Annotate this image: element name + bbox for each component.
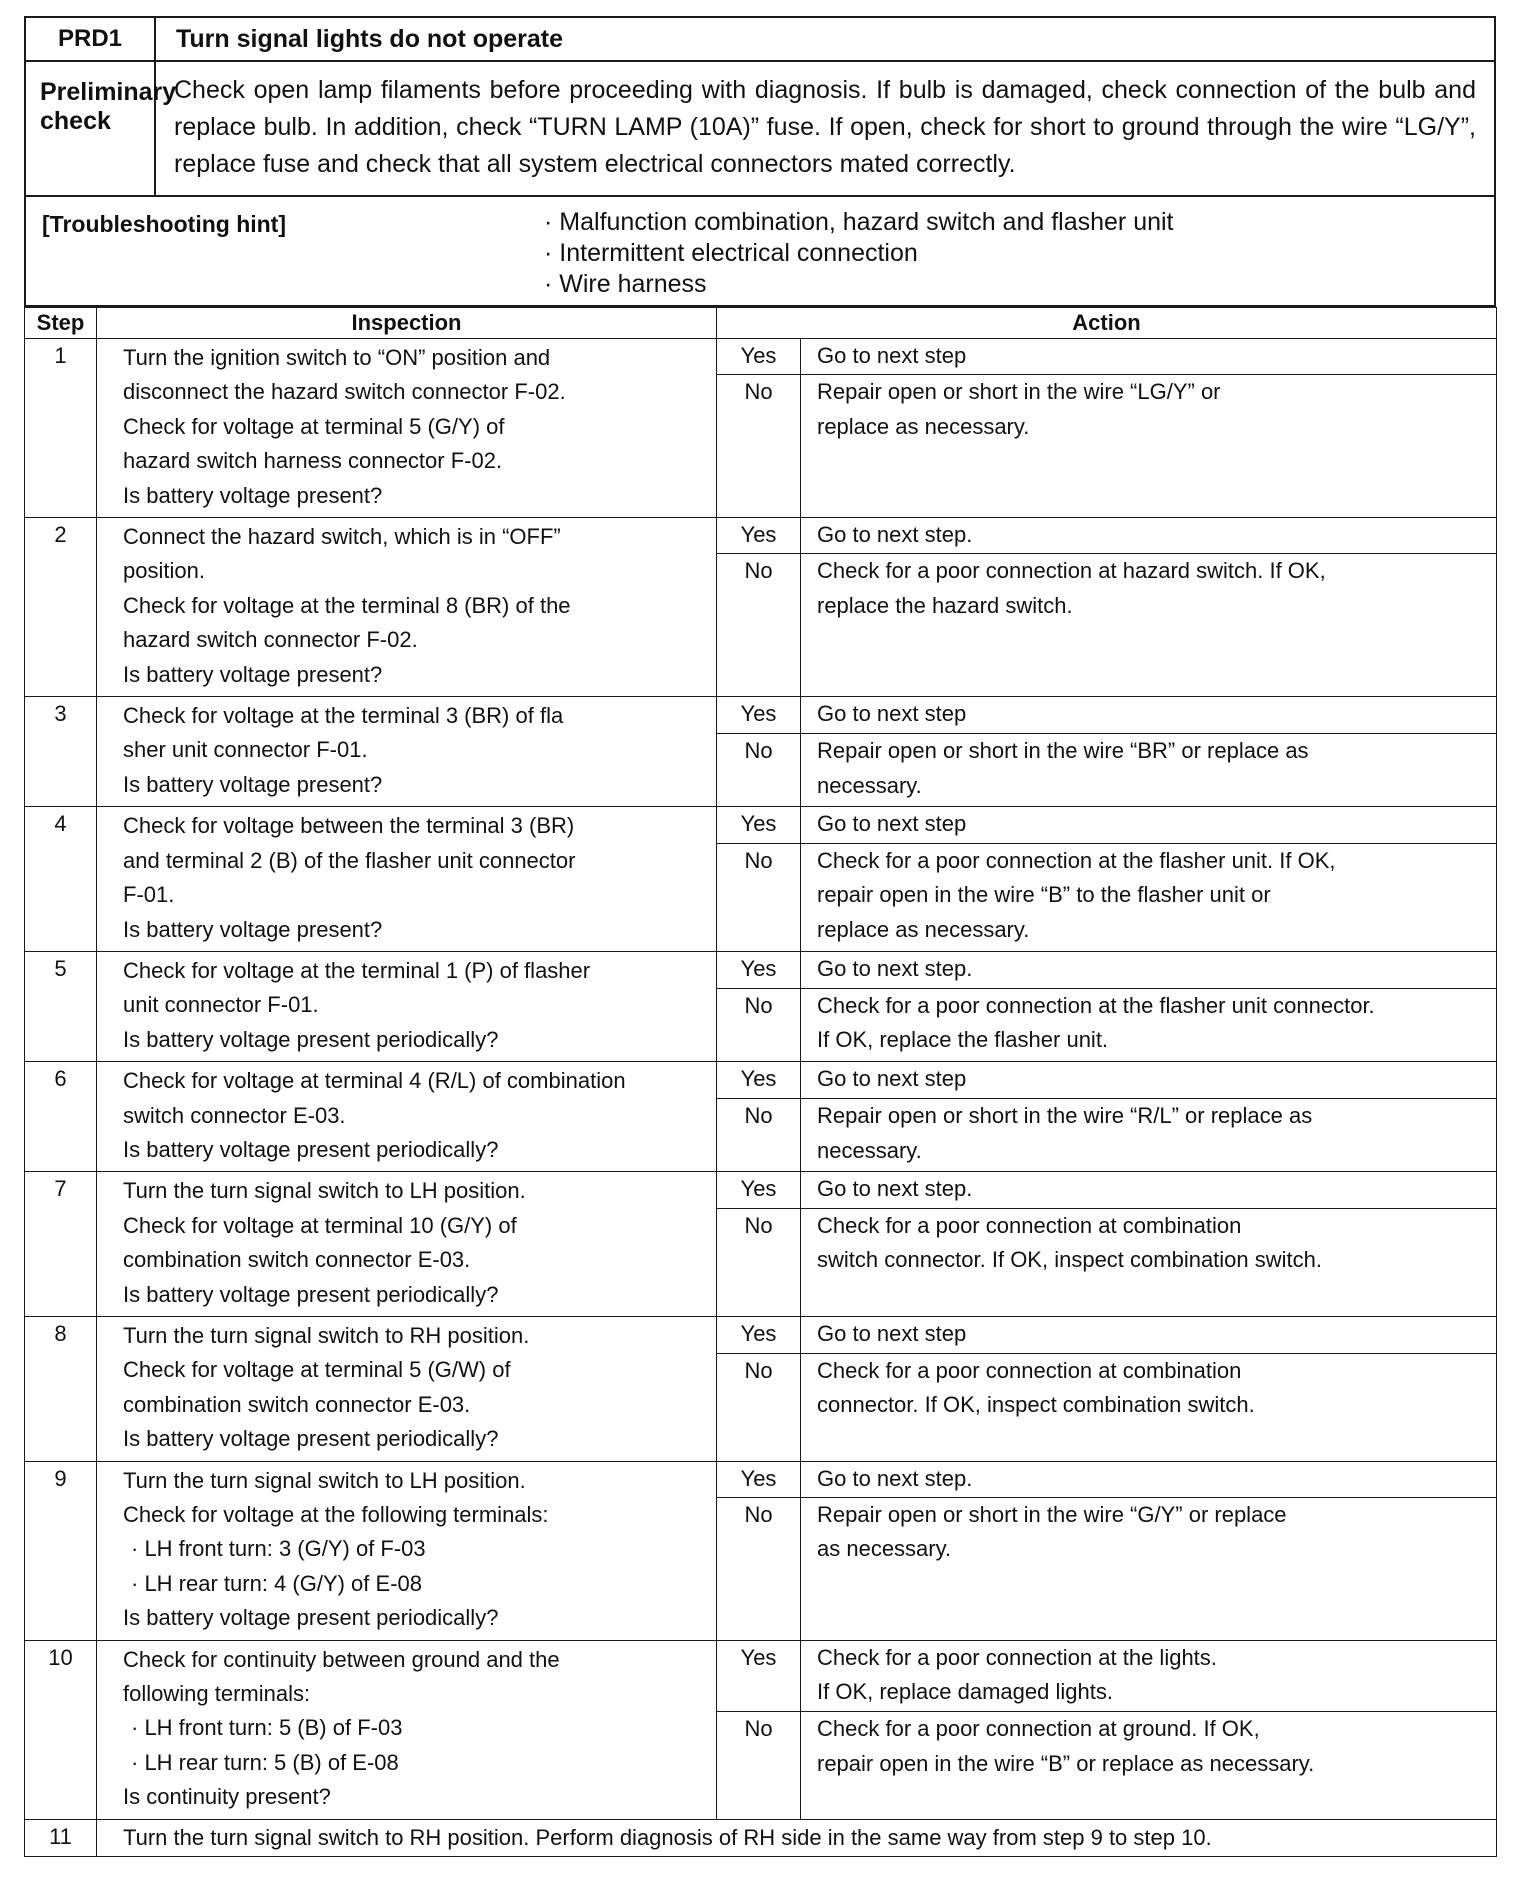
no-action-line: Check for a poor connection at the flasher unit. If OK,	[817, 847, 1336, 873]
step-inspection	[97, 807, 717, 952]
yes-action	[801, 697, 1497, 734]
troubleshooting-hint	[25, 196, 1495, 306]
step-inspection	[97, 951, 717, 1061]
inspection-line: Is battery voltage present periodically?	[123, 1026, 499, 1052]
inspection-line: Is battery voltage present?	[123, 916, 383, 942]
no-label: No	[717, 554, 801, 697]
no-action	[801, 375, 1497, 518]
inspection-line: and terminal 2 (B) of the flasher unit connector	[123, 847, 576, 873]
no-action-line: necessary.	[817, 1137, 922, 1163]
yes-action-line: Go to next step.	[817, 1465, 973, 1491]
inspection-line: Check for voltage at terminal 5 (G/W) of	[123, 1357, 511, 1383]
yes-action-line: Go to next step	[817, 343, 967, 368]
yes-action	[801, 339, 1497, 375]
inspection-line: Turn the ignition switch to “ON” position and	[123, 345, 551, 370]
inspection-line: Is battery voltage present?	[123, 661, 383, 687]
yes-label: Yes	[717, 518, 801, 554]
inspection-line: following terminals:	[123, 1681, 311, 1707]
inspection-line: Is battery voltage present?	[123, 482, 383, 508]
no-action-line: Check for a poor connection at combination	[817, 1357, 1242, 1383]
yes-action-line: Go to next step.	[817, 955, 973, 981]
inspection-line: hazard switch harness connector F-02.	[123, 448, 503, 474]
inspection-line: Is battery voltage present periodically?	[123, 1605, 499, 1631]
yes-label: Yes	[717, 1316, 801, 1353]
inspection-line: switch connector E-03.	[123, 1102, 346, 1128]
inspection-line: disconnect the hazard switch connector F-02.	[123, 379, 566, 405]
step-number: 5	[25, 951, 97, 1061]
no-action	[801, 843, 1497, 951]
inspection-line: hazard switch connector F-02.	[123, 627, 418, 653]
step-number: 6	[25, 1062, 97, 1172]
yes-action	[801, 518, 1497, 554]
no-action	[801, 554, 1497, 697]
no-action-line: as necessary.	[817, 1536, 952, 1562]
inspection-line: Check for voltage at terminal 10 (G/Y) of	[123, 1212, 517, 1238]
step-row	[25, 1172, 1497, 1209]
steps-header-row	[25, 308, 1497, 339]
hint-item: · Intermittent electrical connection	[544, 238, 1174, 269]
troubleshooting-page	[24, 16, 1496, 1857]
step-row	[25, 1062, 1497, 1099]
no-action-line: connector. If OK, inspect combination switch.	[817, 1392, 1255, 1418]
yes-action-line: Go to next step.	[817, 522, 973, 548]
inspection-line: combination switch connector E-03.	[123, 1391, 471, 1417]
no-action-line: necessary.	[817, 772, 922, 798]
inspection-line: Check for voltage between the terminal 3 (BR)	[123, 813, 575, 839]
no-action-line: Repair open or short in the wire “R/L” or replace as	[817, 1103, 1313, 1129]
preliminary-check-text: Check open lamp filaments before proceeding with diagnosis. If bulb is damaged, check connection of the bulb and replace bulb. In addition, check “TURN LAMP (10A)” fuse. If open, check for short to ground through the wire “LG/Y”, replace fuse and check that all system electrical connectors mated correctly.	[155, 61, 1495, 196]
hint-item: · Wire harness	[544, 269, 1174, 300]
step-number: 11	[25, 1819, 97, 1856]
inspection-line: Check for voltage at the following terminals:	[123, 1502, 549, 1527]
step-row	[25, 518, 1497, 554]
no-label: No	[717, 375, 801, 518]
step-number: 1	[25, 339, 97, 518]
no-action-line: replace as necessary.	[817, 916, 1030, 942]
inspection-line: combination switch connector E-03.	[123, 1247, 471, 1273]
step-row	[25, 1461, 1497, 1497]
no-label: No	[717, 1353, 801, 1461]
inspection-line: Turn the turn signal switch to LH position.	[123, 1467, 526, 1493]
no-label: No	[717, 1099, 801, 1172]
yes-action	[801, 1062, 1497, 1099]
step-inspection	[97, 339, 717, 518]
inspection-line: Turn the turn signal switch to LH position.	[123, 1178, 526, 1204]
step-inspection	[97, 1172, 717, 1317]
hint-item: · Malfunction combination, hazard switch and flasher unit	[544, 207, 1174, 238]
step-row	[25, 807, 1497, 844]
yes-action-line: Go to next step	[817, 701, 967, 727]
yes-label: Yes	[717, 1172, 801, 1209]
final-step-text: Turn the turn signal switch to RH position. Perform diagnosis of RH side in the same way from step 9 to step 10.	[97, 1819, 1497, 1856]
no-action-line: replace as necessary.	[817, 413, 1030, 439]
yes-action	[801, 1172, 1497, 1209]
no-action-line: If OK, replace the flasher unit.	[817, 1027, 1109, 1053]
action-column-header: Action	[717, 308, 1497, 339]
step-row-final	[25, 1819, 1497, 1856]
inspection-line: Connect the hazard switch, which is in “OFF”	[123, 524, 561, 550]
no-label: No	[717, 734, 801, 807]
no-action-line: Check for a poor connection at ground. If OK,	[817, 1716, 1260, 1742]
no-action	[801, 1498, 1497, 1641]
inspection-line: position.	[123, 558, 205, 584]
step-number: 4	[25, 807, 97, 952]
inspection-line: Is battery voltage present?	[123, 771, 383, 797]
inspection-line: Is battery voltage present periodically?	[123, 1426, 499, 1452]
yes-label: Yes	[717, 951, 801, 988]
no-action-line: switch connector. If OK, inspect combination switch.	[817, 1247, 1323, 1273]
yes-action-line: Go to next step	[817, 1066, 967, 1092]
step-inspection	[97, 697, 717, 807]
inspection-line: Is continuity present?	[123, 1784, 331, 1810]
no-action	[801, 988, 1497, 1061]
yes-action	[801, 1316, 1497, 1353]
no-action	[801, 1099, 1497, 1172]
step-row	[25, 339, 1497, 375]
step-number: 9	[25, 1461, 97, 1640]
inspection-line: Check for voltage at the terminal 8 (BR) of the	[123, 592, 571, 618]
no-action-line: Repair open or short in the wire “LG/Y” or	[817, 379, 1221, 405]
inspection-column-header: Inspection	[97, 308, 717, 339]
yes-label: Yes	[717, 1062, 801, 1099]
no-action-line: Check for a poor connection at hazard switch. If OK,	[817, 558, 1326, 584]
inspection-line: · LH rear turn: 5 (B) of E-08	[131, 1749, 399, 1775]
yes-action-line: If OK, replace damaged lights.	[817, 1679, 1113, 1705]
no-action-line: Check for a poor connection at combination	[817, 1213, 1242, 1239]
no-action	[801, 1353, 1497, 1461]
inspection-line: sher unit connector F-01.	[123, 737, 368, 763]
procedure-code: PRD1	[25, 17, 155, 61]
step-column-header: Step	[25, 308, 97, 339]
inspection-line: Check for voltage at the terminal 1 (P) of flasher	[123, 957, 591, 983]
step-inspection	[97, 518, 717, 697]
troubleshooting-hint-list	[544, 207, 1174, 300]
troubleshooting-hint-label: [Troubleshooting hint]	[42, 211, 287, 237]
step-row	[25, 951, 1497, 988]
no-label: No	[717, 1498, 801, 1641]
no-action	[801, 1209, 1497, 1317]
inspection-line: Check for voltage at terminal 4 (R/L) of combination	[123, 1068, 626, 1094]
yes-label: Yes	[717, 339, 801, 375]
step-inspection	[97, 1062, 717, 1172]
yes-action-line: Go to next step	[817, 811, 967, 837]
no-action-line: replace the hazard switch.	[817, 592, 1073, 618]
yes-action-line: Go to next step.	[817, 1176, 973, 1202]
step-number: 3	[25, 697, 97, 807]
yes-label: Yes	[717, 697, 801, 734]
step-row	[25, 697, 1497, 734]
yes-action	[801, 951, 1497, 988]
inspection-line: · LH front turn: 5 (B) of F-03	[131, 1715, 403, 1741]
inspection-line: F-01.	[123, 882, 175, 908]
step-inspection	[97, 1640, 717, 1819]
inspection-line: Check for voltage at terminal 5 (G/Y) of	[123, 413, 505, 439]
step-number: 2	[25, 518, 97, 697]
yes-action	[801, 807, 1497, 844]
inspection-line: Is battery voltage present periodically?	[123, 1281, 499, 1307]
yes-label: Yes	[717, 1640, 801, 1712]
no-action-line: Repair open or short in the wire “G/Y” or replace	[817, 1502, 1287, 1528]
header-table	[24, 16, 1496, 307]
no-label: No	[717, 843, 801, 951]
yes-action	[801, 1640, 1497, 1712]
steps-body	[25, 339, 1497, 1857]
inspection-line: Is battery voltage present periodically?	[123, 1136, 499, 1162]
inspection-line: unit connector F-01.	[123, 992, 319, 1018]
step-inspection	[97, 1461, 717, 1640]
no-action-line: repair open in the wire “B” to the flasher unit or	[817, 882, 1271, 908]
inspection-line: · LH rear turn: 4 (G/Y) of E-08	[131, 1570, 422, 1596]
inspection-line: Turn the turn signal switch to RH position.	[123, 1322, 530, 1348]
no-label: No	[717, 1209, 801, 1317]
no-action-line: Check for a poor connection at the flasher unit connector.	[817, 992, 1375, 1018]
step-inspection	[97, 1316, 717, 1461]
inspection-line: Check for continuity between ground and the	[123, 1646, 560, 1672]
no-action-line: Repair open or short in the wire “BR” or replace as	[817, 738, 1309, 764]
step-number: 8	[25, 1316, 97, 1461]
yes-action	[801, 1461, 1497, 1497]
inspection-line: · LH front turn: 3 (G/Y) of F-03	[131, 1536, 426, 1562]
no-label: No	[717, 1712, 801, 1819]
yes-action-line: Go to next step	[817, 1320, 967, 1346]
procedure-title: Turn signal lights do not operate	[155, 17, 1495, 61]
inspection-line: Check for voltage at the terminal 3 (BR) of fla	[123, 703, 564, 729]
yes-label: Yes	[717, 1461, 801, 1497]
step-row	[25, 1640, 1497, 1712]
yes-action-line: Check for a poor connection at the lights.	[817, 1644, 1217, 1670]
yes-label: Yes	[717, 807, 801, 844]
no-action-line: repair open in the wire “B” or replace as necessary.	[817, 1750, 1315, 1776]
no-action	[801, 734, 1497, 807]
steps-table	[24, 307, 1497, 1857]
step-number: 7	[25, 1172, 97, 1317]
no-action	[801, 1712, 1497, 1819]
preliminary-check-label: Preliminary check	[25, 61, 155, 196]
step-number: 10	[25, 1640, 97, 1819]
step-row	[25, 1316, 1497, 1353]
no-label: No	[717, 988, 801, 1061]
